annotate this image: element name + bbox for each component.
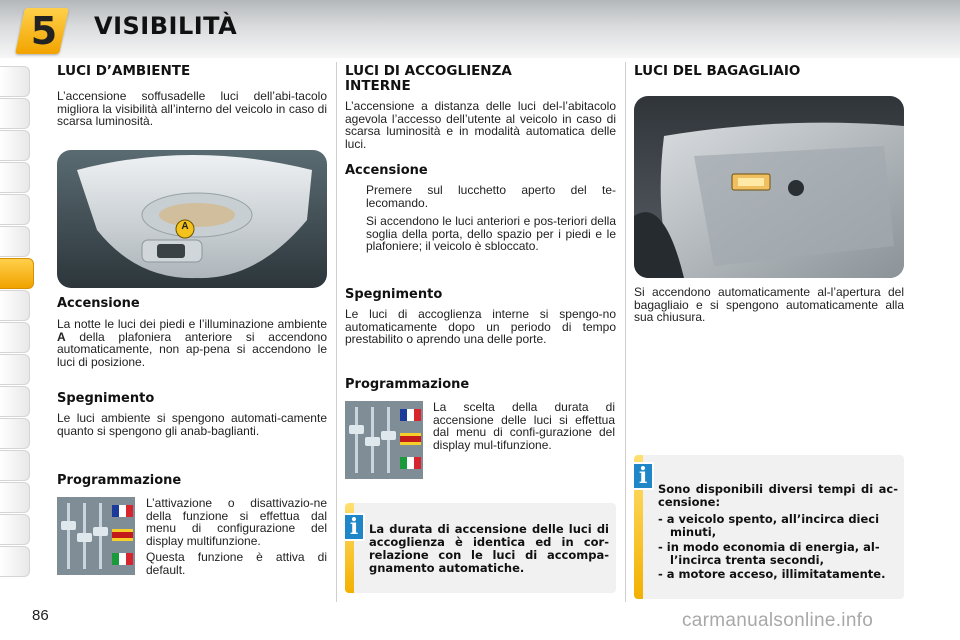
accensione-bold-label: A: [57, 329, 66, 344]
programmazione-text: L’attivazione o disattivazio-ne della funzione si effettua dal menu di configurazione del display multifunzione.: [146, 496, 327, 548]
subsection-spegnimento: Spegnimento: [57, 391, 155, 406]
side-tab-9[interactable]: [0, 322, 30, 353]
settings-menu-icon: [57, 497, 135, 575]
photo-callout-label: A: [181, 221, 189, 232]
subsection-accensione: Accensione: [57, 296, 140, 311]
info-icon: i: [632, 462, 654, 490]
info-text: La durata di accensione delle luci di accoglienza è identica ed in cor-relazione con le luci di accompa-gnamento automatiche.: [369, 522, 609, 575]
page-number: 86: [32, 607, 49, 624]
side-tab-6[interactable]: [0, 226, 30, 257]
column-divider-1: [336, 62, 337, 602]
chapter-side-tabs: [0, 66, 34, 578]
side-tab-8[interactable]: [0, 290, 30, 321]
subsection-spegnimento: Spegnimento: [345, 287, 443, 302]
chapter-title: VISIBILITÀ: [94, 12, 238, 40]
section-title: LUCI DEL BAGAGLIAIO: [634, 63, 801, 79]
side-tab-5[interactable]: [0, 194, 30, 225]
subsection-programmazione: Programmazione: [345, 377, 470, 392]
bullet-item: [345, 184, 616, 253]
info-list-item-3: - a motore acceso, illimitatamente.: [658, 567, 886, 581]
info-box: [345, 503, 616, 593]
info-box: [634, 455, 904, 599]
side-tab-16[interactable]: [0, 546, 30, 577]
chapter-header: [0, 0, 960, 58]
boot-lights-text: Si accendono automaticamente al-l’apertura del bagagliaio e si spengono automaticamente alla sua chiusura.: [634, 285, 904, 325]
ceiling-light-photo: [57, 150, 327, 288]
spegnimento-text: Le luci ambiente si spengono automati-camente quanto si spengono gli anab-baglianti.: [57, 411, 327, 438]
side-tab-4[interactable]: [0, 162, 30, 193]
chapter-number: 5: [30, 9, 58, 53]
accensione-text-part-1: La notte le luci dei piedi e l’illuminazione ambiente: [57, 317, 327, 331]
info-list-item-1: - a veicolo spento, all’incirca dieci minuti,: [658, 512, 880, 539]
side-tab-1[interactable]: [0, 66, 30, 97]
column-divider-2: [625, 62, 626, 602]
subsection-programmazione: Programmazione: [57, 473, 182, 488]
side-tab-13[interactable]: [0, 450, 30, 481]
side-tab-7-active[interactable]: [0, 258, 34, 289]
bullet-text-1: Premere sul lucchetto aperto del te-lecomando.: [366, 183, 616, 210]
info-intro: Sono disponibili diversi tempi di ac-censione:: [658, 482, 898, 509]
accensione-text: [57, 318, 327, 368]
side-tab-11[interactable]: [0, 386, 30, 417]
programmazione-text: La scelta della durata di accensione delle luci si effettua dal menu di confi-gurazione del display mul-tifunzione.: [433, 400, 615, 452]
side-tab-10[interactable]: [0, 354, 30, 385]
side-tab-12[interactable]: [0, 418, 30, 449]
bullet-text-2: Si accendono le luci anteriori e pos-teriori della soglia della porta, dello spazio per i piedi e le plafoniere; il veicolo è sbloccato.: [366, 214, 616, 254]
boot-light-photo: [634, 96, 904, 278]
watermark: carmanualsonline.info: [682, 610, 874, 631]
side-tab-2[interactable]: [0, 98, 30, 129]
side-tab-15[interactable]: [0, 514, 30, 545]
section-title: LUCI D’AMBIENTE: [57, 63, 191, 79]
spegnimento-text: Le luci di accoglienza interne si spengo-no automaticamente dopo un periodo di tempo prestabilito o aprendo una delle porte.: [345, 307, 616, 347]
section-title: LUCI DI ACCOGLIENZA INTERNE: [345, 63, 512, 94]
info-list-item-2: - in modo economia di energia, al-l’incirca trenta secondi,: [658, 540, 880, 567]
intro-text: L’accensione a distanza delle luci del-l’abitacolo agevola l’accesso dell’utente al veicolo in caso di scarsa luminosità e in modalità automatica delle luci.: [345, 99, 616, 151]
settings-menu-icon: [345, 401, 423, 479]
section-welcome-lights: [345, 60, 616, 575]
programmazione-default-text: Questa funzione è attiva di default.: [146, 550, 327, 577]
info-icon: i: [343, 513, 365, 541]
intro-text: L’accensione soffusadelle luci dell’abi-tacolo migliora la visibilità all’interno del veicolo in caso di scarsa luminosità.: [57, 89, 327, 129]
side-tab-3[interactable]: [0, 130, 30, 161]
side-tab-14[interactable]: [0, 482, 30, 513]
accensione-text-part-2: della plafoniera anteriore si accendono automaticamente, non ap-pena si accendono le luci di posizione.: [57, 329, 327, 369]
subsection-accensione: Accensione: [345, 163, 428, 178]
